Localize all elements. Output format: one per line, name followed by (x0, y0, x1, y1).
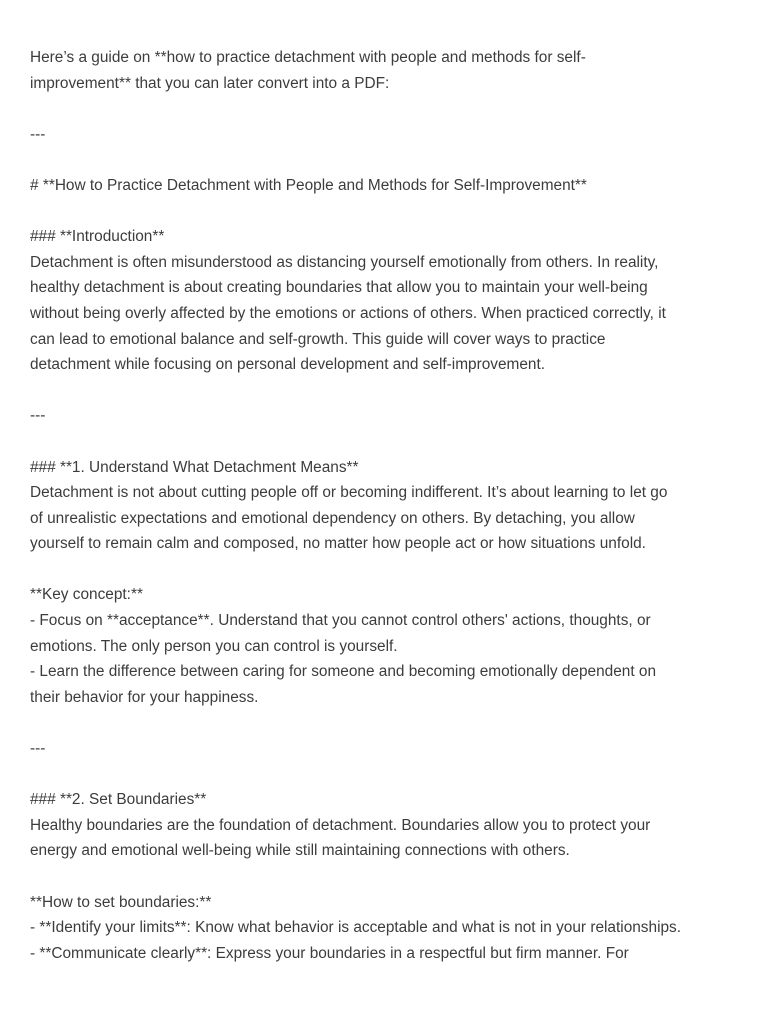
text-line: detachment while focusing on personal development and self-improvement. (30, 356, 546, 374)
text-line: healthy detachment is about creating boundaries that allow you to maintain your well-being (30, 279, 648, 297)
text-line: energy and emotional well-being while still maintaining connections with others. (30, 842, 570, 860)
text-line: Here’s a guide on **how to practice detachment with people and methods for self- (30, 49, 586, 66)
text-line: emotions. The only person you can control is yourself. (30, 637, 398, 655)
text-line: Detachment is not about cutting people off or becoming indifferent. It’s about learning to let go (30, 484, 668, 502)
text-line: improvement** that you can later convert into a PDF: (30, 74, 390, 92)
divider-text: --- (30, 407, 46, 425)
text-line: without being overly affected by the emotions or actions of others. When practiced correctly, it (30, 304, 666, 322)
bullet-line: - Focus on **acceptance**. Understand that you cannot control others' actions, thoughts, or (30, 612, 651, 630)
blank-line (30, 199, 745, 225)
bullet-line: - Learn the difference between caring for someone and becoming emotionally dependent on (30, 663, 657, 681)
blank-line (30, 96, 745, 122)
blank-line (30, 864, 745, 890)
divider-text: --- (30, 740, 46, 758)
text-line: their behavior for your happiness. (30, 688, 259, 706)
blank-line (30, 378, 745, 404)
how-to-label: **How to set boundaries:** (30, 893, 212, 911)
text-line: yourself to remain calm and composed, no matter how people act or how situations unfold. (30, 535, 646, 553)
section-heading-introduction: ### **Introduction** (30, 228, 165, 246)
section-heading-1: ### **1. Understand What Detachment Means** (30, 458, 359, 476)
key-concept-label: **Key concept:** (30, 586, 143, 604)
text-line: Healthy boundaries are the foundation of detachment. Boundaries allow you to protect your (30, 816, 651, 834)
section-heading-2: ### **2. Set Boundaries** (30, 791, 207, 809)
blank-line (30, 429, 745, 455)
document-title: # **How to Practice Detachment with People and Methods for Self-Improvement** (30, 176, 587, 194)
divider-text: --- (30, 125, 46, 143)
blank-line (30, 557, 745, 583)
bullet-line: - **Communicate clearly**: Express your boundaries in a respectful but firm manner. For (30, 944, 629, 962)
blank-line (30, 710, 745, 736)
text-line: can lead to emotional balance and self-growth. This guide will cover ways to practice (30, 330, 606, 348)
text-line: Detachment is often misunderstood as distancing yourself emotionally from others. In reality, (30, 253, 659, 271)
text-line: of unrealistic expectations and emotional dependency on others. By detaching, you allow (30, 509, 635, 527)
bullet-line: - **Identify your limits**: Know what behavior is acceptable and what is not in your relationships. (30, 919, 682, 937)
document-body (30, 45, 745, 966)
blank-line (30, 762, 745, 788)
blank-line (30, 147, 745, 173)
